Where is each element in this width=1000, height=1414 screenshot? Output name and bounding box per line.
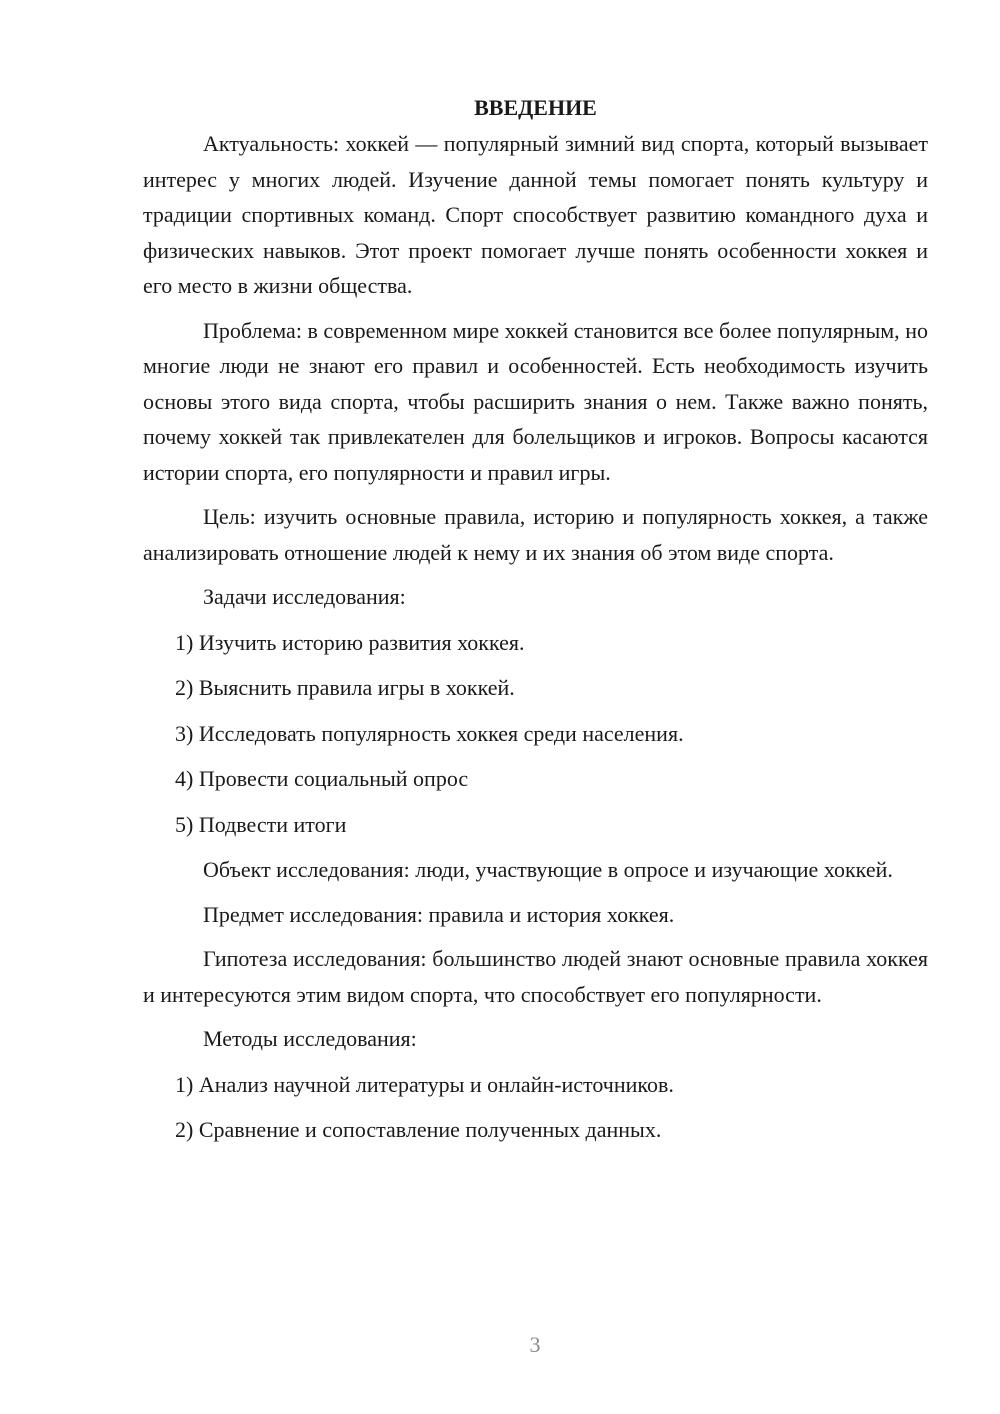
- goal-paragraph: Цель: изучить основные правила, историю и популярность хоккея, а также анализировать отношение людей к нему и их знания об этом виде спорта.: [143, 504, 928, 565]
- tasks-title: Задачи исследования:: [203, 584, 406, 609]
- problem-paragraph: Проблема: в современном мире хоккей становится все более популярным, но многие люди не знают его правил и особенностей. Есть необходимость изучить основы этого вида спорта, чтобы расширить знания о нем. Также важно понять, почему хоккей так привлекателен для болельщиков и игроков. Вопросы касаются истории спорта, его популярности и правил игры.: [143, 317, 928, 485]
- subject-paragraph: Предмет исследования: правила и история хоккея.: [203, 901, 675, 927]
- hypothesis-paragraph: Гипотеза исследования: большинство людей знают основные правила хоккея и интересуются этим видом спорта, что способствует его популярности.: [143, 946, 928, 1007]
- object-paragraph: Объект исследования: люди, участвующие в опросе и изучающие хоккей.: [203, 857, 893, 882]
- section-heading: ВВЕДЕНИЕ: [474, 95, 597, 120]
- task-item: 5) Подвести итоги: [175, 811, 347, 837]
- page-number: 3: [529, 1332, 541, 1357]
- task-item: 4) Провести социальный опрос: [175, 766, 469, 791]
- method-item: 1) Анализ научной литературы и онлайн-источников.: [175, 1071, 674, 1097]
- relevance-paragraph: Актуальность: хоккей — популярный зимний вид спорта, который вызывает интерес у многих людей. Изучение данной темы помогает понять культуру и традиции спортивных команд. Спорт способствует развитию командного духа и физических навыков. Этот проект помогает лучше понять особенности хоккея и его место в жизни общества.: [143, 131, 928, 298]
- task-item: 1) Изучить историю развития хоккея.: [175, 629, 525, 655]
- document-page: [143, 90, 928, 1148]
- task-item: 2) Выяснить правила игры в хоккей.: [175, 675, 515, 700]
- method-item: 2) Сравнение и сопоставление полученных данных.: [175, 1117, 662, 1142]
- methods-title: Методы исследования:: [203, 1026, 417, 1051]
- task-item: 3) Исследовать популярность хоккея среди населения.: [175, 720, 684, 746]
